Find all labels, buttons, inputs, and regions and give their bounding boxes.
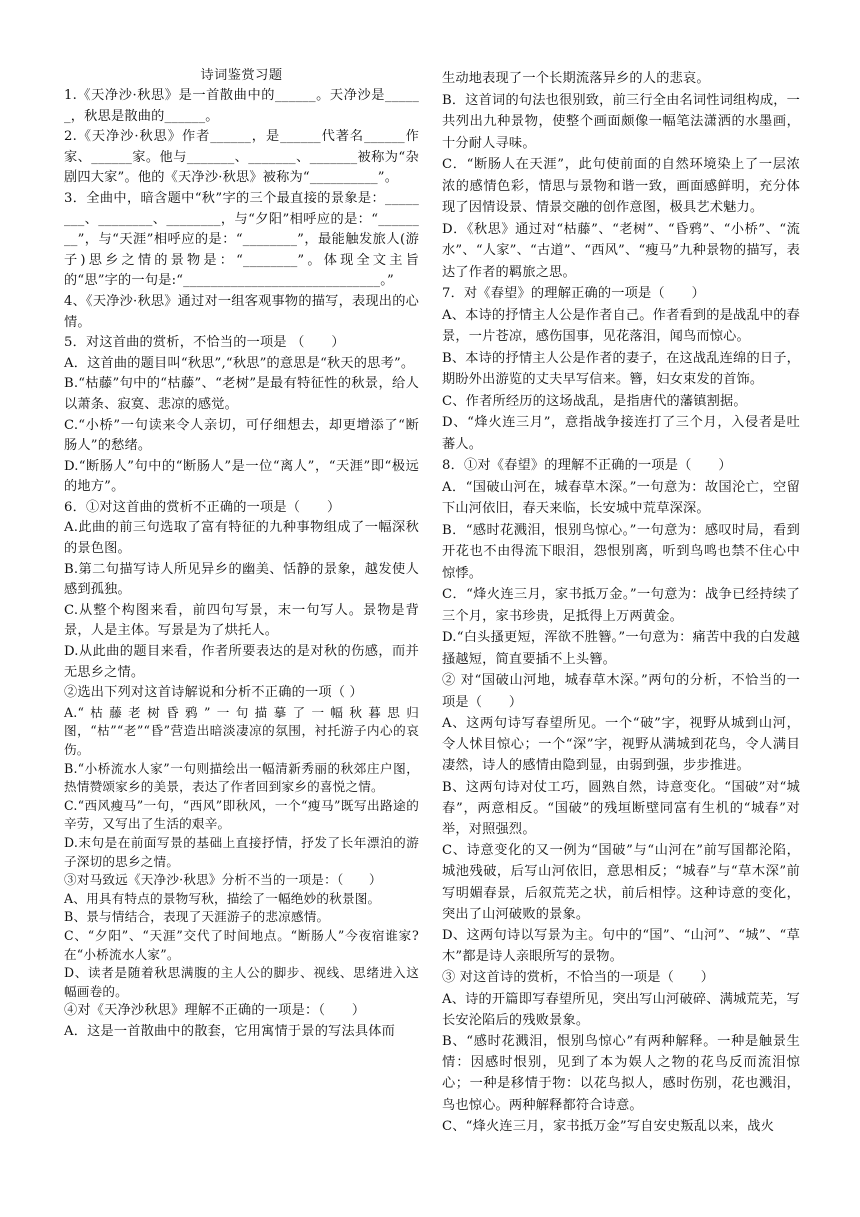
option-6-4b: B．这首词的句法也很别致，前三行全由名词性词组构成，一共列出九种景物，使整个画面颇像一幅笔法潇洒的水墨画，十分耐人寻味。 — [442, 92, 800, 151]
option-5d: D.“断肠人”句中的“断肠人”是一位“离人”，“天涯”即“极远的地方”。 — [64, 458, 419, 495]
option-6-2d: D.末句是在前面写景的基础上直接抒情，抒发了长年漂泊的游子深切的思乡之情。 — [64, 834, 419, 869]
option-8-2a: A、这两句诗写春望所见。一个“破”字，视野从城到山河，令人怵目惊心；一个“深”字，视野从满城到花鸟，令人满目凄然，诗人的感情由隐到显，由弱到强，步步推进。 — [442, 716, 800, 774]
question-5: 5．对这首曲的赏析，不恰当的一项是 （ ） — [64, 335, 345, 351]
option-6-3b: B、景与情结合，表现了天涯游子的悲凉感情。 — [64, 909, 330, 925]
left-column — [64, 66, 419, 1043]
option-7d: D、“烽火连三月”，意指战争接连打了三个月，入侵者是吐蕃人。 — [442, 415, 800, 452]
option-6-4c: C．“断肠人在天涯”，此句使前面的自然环境染上了一层浓浓的感情色彩，情思与景物和谐一致，画面感鲜明，充分体现了因情设景、情景交融的创作意图，极具艺术魅力。 — [442, 157, 800, 215]
question-7: 7．对《春望》的理解正确的一项是（ ） — [442, 286, 705, 301]
question-6: 6．①对这首曲的赏析不正确的一项是（ ） — [64, 499, 341, 515]
option-5c: C.“小桥”一句读来令人亲切，可仔细想去，却更增添了“断肠人”的愁绪。 — [64, 417, 419, 454]
option-7a: A、本诗的抒情主人公是作者自己。作者看到的是战乱中的春景，一片苍凉，感伤国事，见花落泪，闻鸟而惊心。 — [442, 307, 800, 344]
option-6d: D.从此曲的题目来看，作者所要表达的是对秋的伤感，而并无思乡之情。 — [64, 644, 419, 680]
option-8-2c: C、诗意变化的又一例为“国破”与“山河在”前写国都沦陷，城池残破，后写山河依旧，意思相反；“城春”与“草木深”前写明媚春景，后叙荒芜之状，前后相悖。这种诗意的变化，突出了山河破败的景象。 — [442, 843, 800, 922]
question-4: 4、《天净沙·秋思》通过对一组客观事物的描写，表现出的心情。 — [64, 293, 419, 330]
question-6-4: ④对《天净沙秋思》理解不正确的一项是：（ ） — [64, 1003, 366, 1019]
question-8: 8．①对《春望》的理解不正确的一项是（ ） — [442, 458, 732, 473]
option-6-2a: A.“枯藤老树昏鸦”一句描摹了一幅秋暮思归图，“枯”“老”“昏”营造出暗淡凄凉的氛围，衬托游子内心的哀伤。 — [64, 704, 419, 757]
question-6-2: ②选出下列对这首诗解说和分析不正确的一项（ ） — [64, 685, 363, 701]
option-8c: C．“烽火连三月，家书抵万金。”一句意为：战争已经持续了三个月，家书珍贵，足抵得上万两黄金。 — [442, 587, 800, 624]
option-8b: B．“感时花溅泪，恨别鸟惊心。”一句意为：感叹时局，看到开花也不由得流下眼泪，怨恨别离，听到鸟鸣也禁不住心中惊悸。 — [442, 522, 800, 581]
question-3: 3．全曲中，暗含题中“秋”字的三个最直接的景象是：________、________、________，与“夕阳”相呼应的是：“________”，与“天涯”相呼应的是：“________”，最能触发旅人(游子)思乡之情的景物是：“________”。体现全文主旨的“思”字的一句是:“_____________________________。” — [64, 190, 419, 289]
option-5a: A．这首曲的题目叫“秋思”,“秋思”的意思是“秋天的思考”。 — [64, 355, 415, 371]
option-6-4a: A．这是一首散曲中的散套，它用寓情于景的写法具体而 — [64, 1023, 396, 1039]
option-8-3c: C、“烽火连三月，家书抵万金”写自安史叛乱以来，战火 — [442, 1118, 775, 1134]
option-7b: B、本诗的抒情主人公是作者的妻子，在这战乱连绵的日子，期盼外出游览的丈夫早写信来。簪，妇女束发的首饰。 — [442, 350, 800, 387]
option-6a: A.此曲的前三句选取了富有特征的九种事物组成了一幅深秋的景色图。 — [64, 520, 419, 557]
option-6b: B.第二句描写诗人所见异乡的幽美、恬静的景象，越发使人感到孤独。 — [64, 561, 419, 598]
option-8a: A．“国破山河在，城春草木深。”一句意为：故国沦亡，空留下山河依旧，春天来临，长安城中荒草深深。 — [442, 479, 800, 516]
option-5b: B.“枯藤”句中的“枯藤”、“老树”是最有特征性的秋景，给人以萧条、寂寞、悲凉的感觉。 — [64, 376, 419, 412]
option-6-4d: D．《秋思》通过对“枯藤”、“老树”、“昏鸦”、“小桥”、“流水”、“人家”、“古道”、“西风”、“瘦马”九种景物的描写，表达了作者的羁旅之思。 — [442, 221, 800, 280]
question-1: 1.《天净沙·秋思》是一首散曲中的______。天净沙是______，秋思是散曲的______。 — [64, 88, 419, 124]
option-7c: C、作者所经历的这场战乱，是指唐代的藩镇割据。 — [442, 393, 747, 409]
option-6-2c: C.“西风瘦马”一句，“西风”即秋风，一个“瘦马”既写出路途的辛劳，又写出了生活的艰辛。 — [64, 797, 419, 832]
question-6-3: ③对马致远《天净沙·秋思》分析不当的一项是：（ ） — [64, 872, 382, 888]
option-6-4a-cont: 生动地表现了一个长期流落异乡的人的悲哀。 — [442, 71, 710, 86]
question-2: 2.《天净沙·秋思》作者______，是______代著名______作家、______家。他与_______、_______、_______被称为“杂剧四大家”。他的《天净沙·秋思》被称为“__________”。 — [64, 129, 419, 186]
question-8-3: ③ 对这首诗的赏析，不恰当的一项是（ ） — [442, 970, 715, 986]
option-8d: D.“白头搔更短，浑欲不胜簪。”一句意为：痛苦中我的白发越搔越短，简直要插不上头簪。 — [442, 630, 800, 667]
option-8-2b: B、这两句诗对仗工巧，圆熟自然，诗意变化。“国破”对“城春”，两意相反。“国破”的残垣断壁同富有生机的“城春”对举，对照强烈。 — [442, 779, 800, 838]
option-8-2d: D、这两句诗以写景为主。句中的“国”、“山河”、“城”、“草木”都是诗人亲眼所写的景物。 — [442, 928, 800, 965]
option-6-3c: C、“夕阳”、“天涯”交代了时间地点。“断肠人”今夜宿谁家?在“小桥流水人家”。 — [64, 927, 419, 962]
option-6-3a: A、用具有特点的景物写秋，描绘了一幅绝妙的秋景图。 — [64, 890, 381, 906]
option-8-3b: B、“感时花溅泪，恨别鸟惊心”有两种解释。一种是触景生情：因感时恨别，见到了本为娱人之物的花鸟反而流泪惊心；一种是移情于物：以花鸟拟人，感时伤别，花也溅泪，鸟也惊心。两种解释都符合诗意。 — [442, 1034, 800, 1113]
option-6-2b: B.“小桥流水人家”一句则描绘出一幅清新秀丽的秋郊庄户图，热情赞颂家乡的美景，表达了作者回到家乡的喜悦之情。 — [64, 760, 419, 795]
right-column — [442, 68, 800, 1137]
option-6c: C.从整个构图来看，前四句写景，末一句写人。景物是背景，人是主体。写景是为了烘托人。 — [64, 602, 419, 639]
question-8-2: ② 对“国破山河地，城春草木深。”两句的分析，不恰当的一项是（ ） — [442, 673, 800, 710]
option-8-3a: A、诗的开篇即写春望所见，突出写山河破碎、满城荒芜，写长安沦陷后的残败景象。 — [442, 991, 800, 1028]
option-6-3d: D、读者是随着秋思满腹的主人公的脚步、视线、思绪进入这幅画卷的。 — [64, 965, 419, 999]
page-title: 诗词鉴赏习题 — [200, 68, 283, 83]
